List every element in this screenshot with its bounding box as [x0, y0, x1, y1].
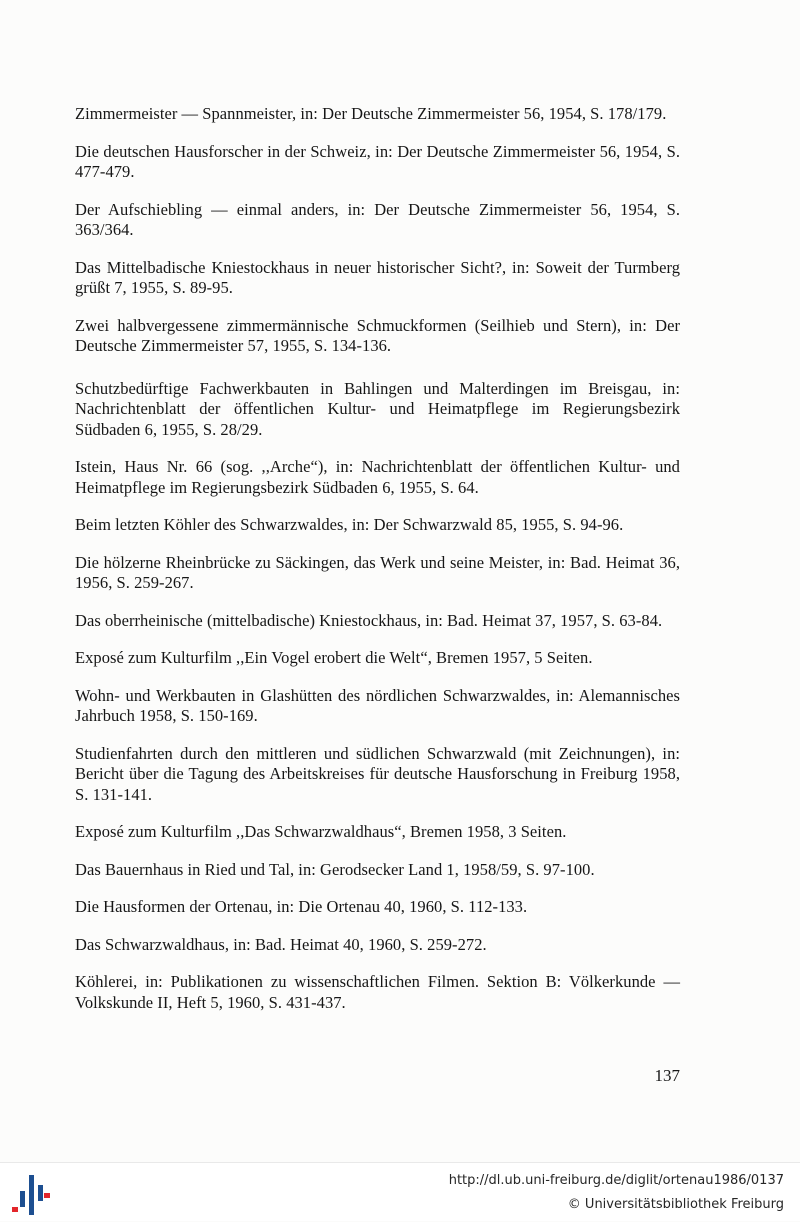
bibliography-entry: Studienfahrten durch den mittleren und südlichen Schwarzwald (mit Zeichnungen), in: Bericht über die Tagung des Arbeitskreises für deutsche Hausforschung in Freiburg 1958, S. 131-141. [75, 743, 680, 804]
bibliography-entry: Die deutschen Hausforscher in der Schweiz, in: Der Deutsche Zimmermeister 56, 1954, S. 477-479. [75, 141, 680, 181]
bibliography-entry: Die hölzerne Rheinbrücke zu Säckingen, das Werk und seine Meister, in: Bad. Heimat 36, 1956, S. 259-267. [75, 552, 680, 592]
bibliography-entry: Das Mittelbadische Kniestockhaus in neuer historischer Sicht?, in: Soweit der Turmberg grüßt 7, 1955, S. 89-95. [75, 257, 680, 297]
bibliography-entry: Beim letzten Köhler des Schwarzwaldes, in: Der Schwarzwald 85, 1955, S. 94-96. [75, 515, 624, 534]
bibliography-entry: Das oberrheinische (mittelbadische) Kniestockhaus, in: Bad. Heimat 37, 1957, S. 63-84. [75, 610, 663, 630]
bibliography-entry: Köhlerei, in: Publikationen zu wissenschaftlichen Filmen. Sektion B: Völkerkunde — Volkskunde II, Heft 5, 1960, S. 431-437. [75, 972, 680, 1012]
bibliography-entry: Das Bauernhaus in Ried und Tal, in: Gerodsecker Land 1, 1958/59, S. 97-100. [75, 859, 595, 879]
bibliography-entry: Exposé zum Kulturfilm ,,Ein Vogel erobert die Welt“, Bremen 1957, 5 Seiten. [75, 648, 593, 667]
bibliography-entry: Schutzbedürftige Fachwerkbauten in Bahlingen und Malterdingen im Breisgau, in: Nachrichtenblatt der öffentlichen Kultur- und Heimatpflege im Regierungsbezirk Südbaden 6, 1955, S. 28/29. [75, 378, 680, 439]
bibliography-entry: Zimmermeister — Spannmeister, in: Der Deutsche Zimmermeister 56, 1954, S. 178/179. [75, 104, 667, 123]
bibliography-entry: Zwei halbvergessene zimmermännische Schmuckformen (Seilhieb und Stern), in: Der Deutsche Zimmermeister 57, 1955, S. 134-136. [75, 315, 680, 355]
bibliography-entry: Der Aufschiebling — einmal anders, in: Der Deutsche Zimmermeister 56, 1954, S. 363/364. [75, 199, 680, 239]
bibliography-entry: Die Hausformen der Ortenau, in: Die Ortenau 40, 1960, S. 112-133. [75, 897, 528, 916]
source-url[interactable]: http://dl.ub.uni-freiburg.de/diglit/ortenau1986/0137 [448, 1173, 784, 1188]
ub-freiburg-logo-icon [12, 1173, 50, 1217]
page-number: 137 [654, 1066, 680, 1085]
bibliography-list [75, 104, 680, 1030]
bibliography-entry: Das Schwarzwaldhaus, in: Bad. Heimat 40, 1960, S. 259-272. [75, 934, 487, 954]
bibliography-entry: Istein, Haus Nr. 66 (sog. ,,Arche“), in: Nachrichtenblatt der öffentlichen Kultur- und Heimatpflege im Regierungsbezirk Südbaden 6, 1955, S. 64. [75, 457, 680, 497]
bibliography-entry: Exposé zum Kulturfilm ,,Das Schwarzwaldhaus“, Bremen 1958, 3 Seiten. [75, 822, 567, 841]
bibliography-entry: Wohn- und Werkbauten in Glashütten des nördlichen Schwarzwaldes, in: Alemannisches Jahrbuch 1958, S. 150-169. [75, 685, 680, 725]
library-footer [0, 1162, 800, 1221]
copyright-notice: © Universitätsbibliothek Freiburg [567, 1197, 784, 1212]
